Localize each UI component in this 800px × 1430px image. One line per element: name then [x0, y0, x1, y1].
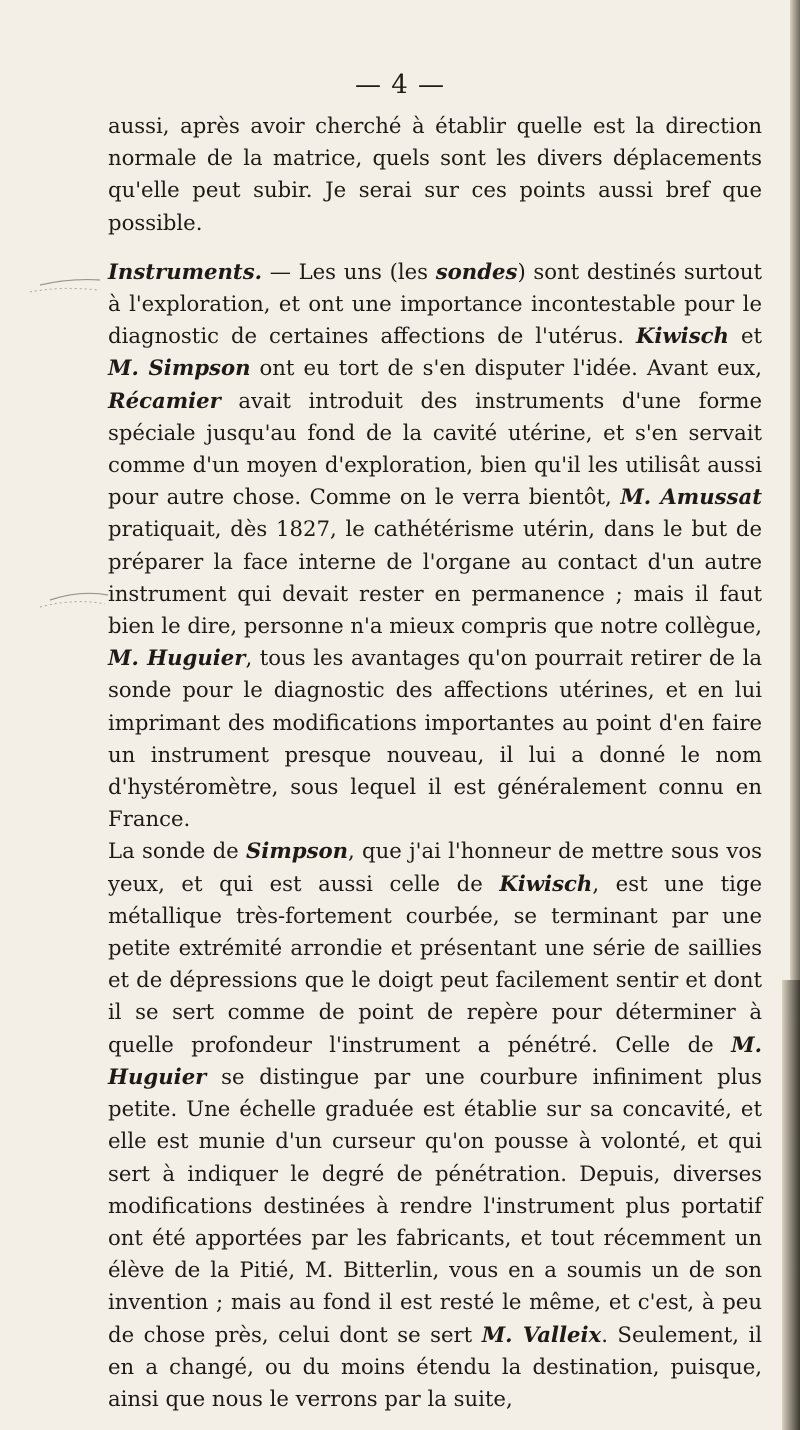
emphasis: M. Valleix	[481, 1321, 602, 1347]
text-run: , tous les avantages qu'on pourrait retirer de la sonde pour le diagnostic des affections utérines, et en lui imprimant des modifications importantes au point d'en faire un instrument presque nouveau, il lui a donné le nom d'hystéromètre, sous lequel il est généralement connu en France.	[108, 645, 762, 832]
text-run: pratiquait, dès 1827, le cathétérisme utérin, dans le but de préparer la face interne de l'organe au contact d'un autre instrument qui devait rester en permanence ; mais il faut bien le dire, personne n'a mieux compris que notre collègue,	[108, 516, 762, 639]
paragraph-sonde	[108, 835, 762, 1415]
paragraph-instruments	[108, 256, 762, 836]
paragraph-1: aussi, après avoir cherché à établir quelle est la direction normale de la matrice, quels sont les divers déplacements qu'elle peut subir. Je serai sur ces points aussi bref que possible.	[108, 113, 762, 235]
emphasis: Kiwisch	[635, 323, 729, 349]
emphasis: Simpson	[245, 838, 349, 864]
section-heading: Instruments.	[108, 258, 262, 284]
emphasis: Kiwisch	[499, 870, 593, 896]
text-run: . Seulement, il en a changé, ou du moins étendu la destination, puisque, ainsi que nous le verrons par la suite,	[108, 1321, 763, 1411]
text-run: La sonde de	[108, 838, 246, 864]
text-run: avait introduit des instruments d'une forme spéciale jusqu'au fond de la cavité utérine, et s'en servait comme d'un moyen d'exploration, bien qu'il les utilisât aussi pour autre chose. Comme on le verra bientôt,	[108, 387, 762, 510]
emphasis: M. Huguier	[108, 1031, 762, 1089]
body-text	[108, 110, 762, 1415]
text-run: se distingue par une courbure infiniment plus petite. Une échelle graduée est établie sur sa concavité, et elle est munie d'un curseur qu'on pousse à volonté, et qui sert à indiquer le degré de pénétration. Depuis, diverses modifications destinées à rendre l'instrument plus portatif ont été apportées par les fabricants, et tout récemment un élève de la Pitié, M. Bitterlin, vous en a soumis un de son invention ; mais au fond il est resté le même, et c'est, à peu de chose près, celui dont se sert	[108, 1063, 762, 1347]
emphasis: sondes	[435, 258, 518, 284]
emphasis: M. Huguier	[108, 645, 246, 671]
text-run: ont eu tort de s'en disputer l'idée. Avant eux,	[250, 355, 762, 381]
text-run: ) sont destinés surtout à l'exploration, et ont une importance incontestable pour le diagnostic de certaines affections de l'utérus.	[108, 258, 762, 349]
text-run: et	[728, 323, 762, 349]
text-run: , est une tige métallique très-fortement courbée, se terminant par une petite extrémité arrondie et présentant une série de saillies et de dépressions que le doigt peut facilement sentir et dont il se sert comme de point de repère pour déterminer à quelle profondeur l'instrument a pénétré. Celle de	[108, 870, 762, 1057]
page-number: — 4 —	[354, 70, 446, 100]
emphasis: Récamier	[108, 387, 221, 413]
emphasis: M. Simpson	[108, 355, 251, 381]
emphasis: M. Amussat	[620, 484, 762, 510]
text-run: , que j'ai l'honneur de mettre sous vos yeux, et qui est aussi celle de	[108, 838, 762, 896]
text-run: — Les uns (les	[262, 258, 436, 284]
